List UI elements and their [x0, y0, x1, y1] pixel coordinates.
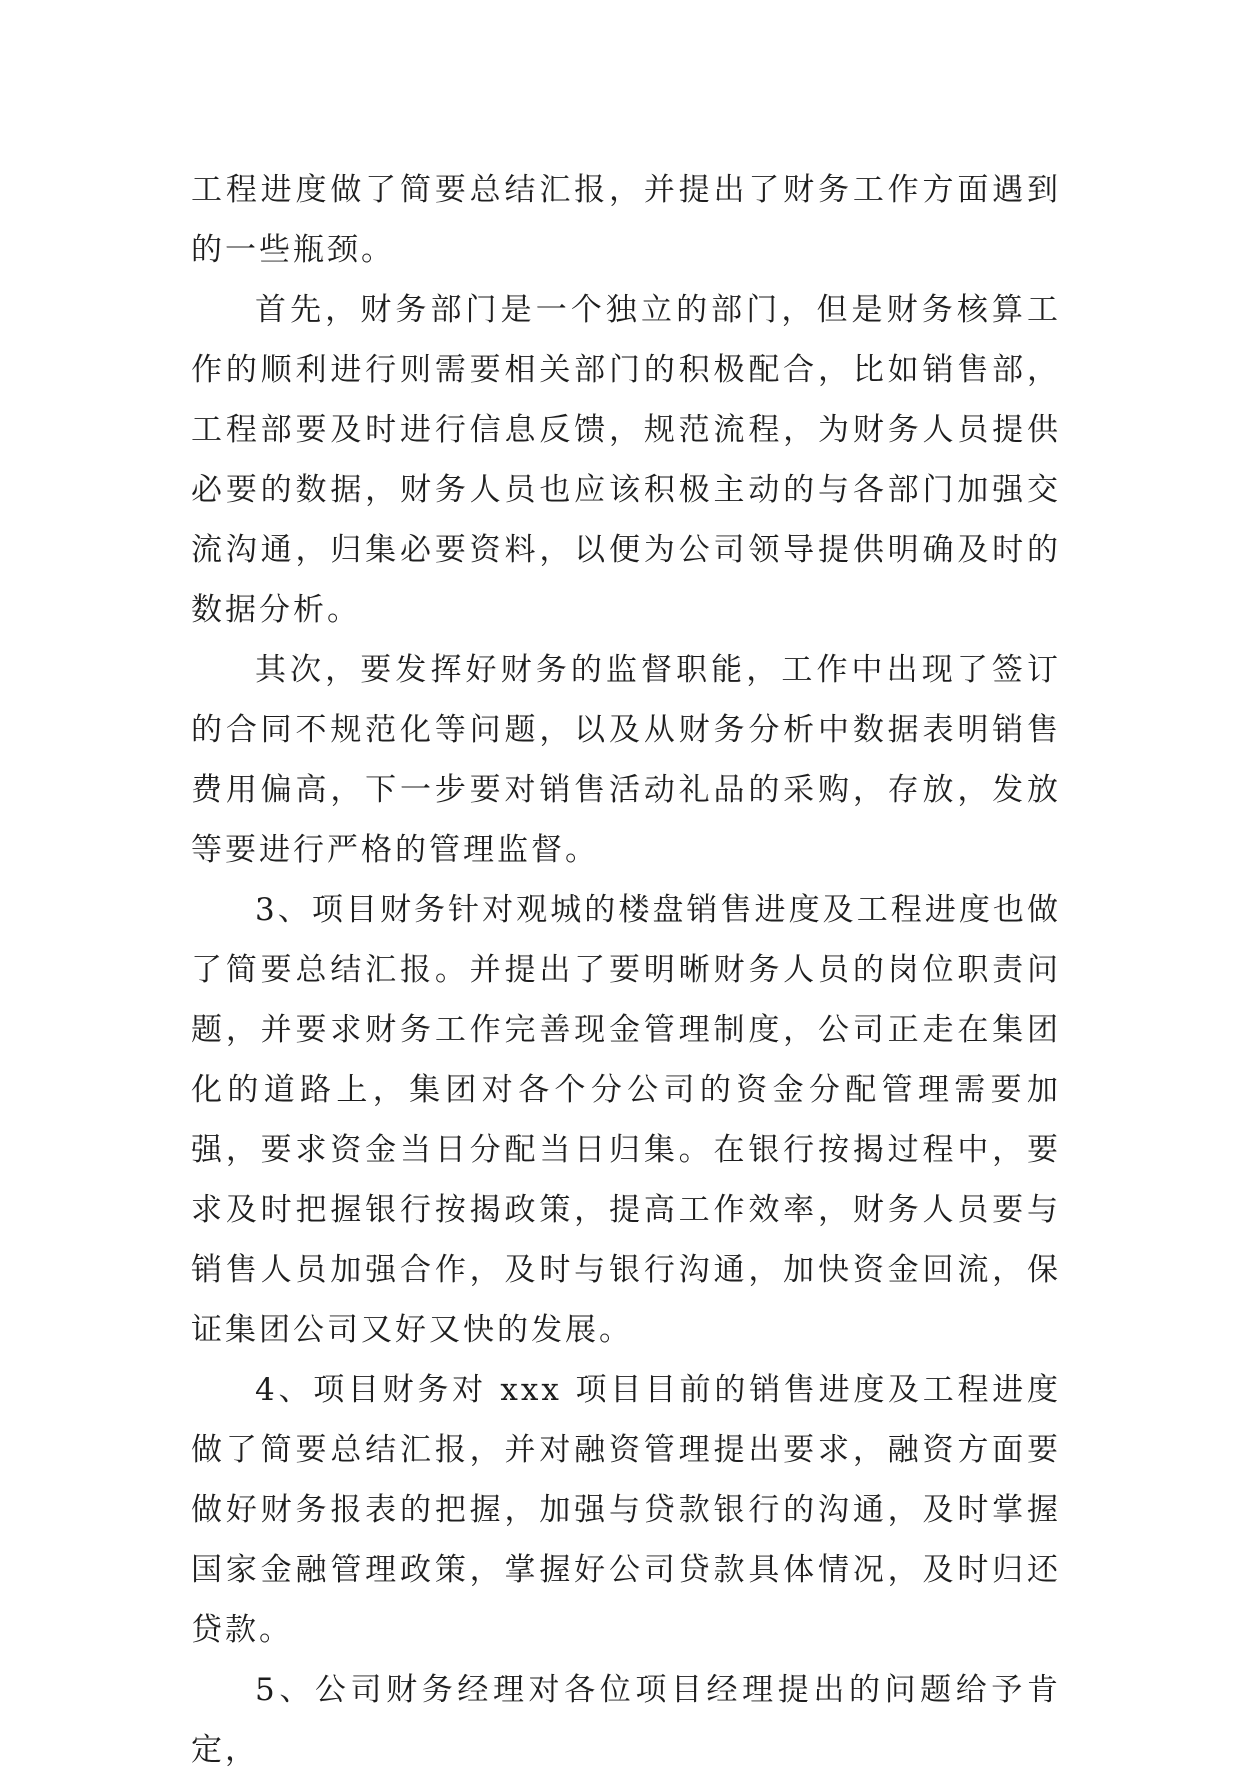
paragraph-2: 首先，财务部门是一个独立的部门，但是财务核算工作的顺利进行则需要相关部门的积极配合，比如销售部，工程部要及时进行信息反馈，规范流程，为财务人员提供必要的数据，财务人员也应该积极主动的与各部门加强交流沟通，归集必要资料，以便为公司领导提供明确及时的数据分析。 [191, 292, 1061, 628]
paragraph-3: 其次，要发挥好财务的监督职能，工作中出现了签订的合同不规范化等问题，以及从财务分析中数据表明销售费用偏高，下一步要对销售活动礼品的采购，存放，发放等要进行严格的管理监督。 [191, 652, 1061, 868]
paragraph-4: 3、项目财务针对观城的楼盘销售进度及工程进度也做了简要总结汇报。并提出了要明晰财务人员的岗位职责问题，并要求财务工作完善现金管理制度，公司正走在集团化的道路上，集团对各个分公司的资金分配管理需要加强，要求资金当日分配当日归集。在银行按揭过程中，要求及时把握银行按揭政策，提高工作效率，财务人员要与销售人员加强合作，及时与银行沟通，加快资金回流，保证集团公司又好又快的发展。 [191, 892, 1061, 1348]
paragraph-6: 5、公司财务经理对各位项目经理提出的问题给予肯定， [191, 1672, 1061, 1768]
paragraph-5: 4、项目财务对 xxx 项目目前的销售进度及工程进度做了简要总结汇报，并对融资管理提出要求，融资方面要做好财务报表的把握，加强与贷款银行的沟通，及时掌握国家金融管理政策，掌握好公司贷款具体情况，及时归还贷款。 [191, 1372, 1061, 1648]
paragraph-1: 工程进度做了简要总结汇报，并提出了财务工作方面遇到的一些瓶颈。 [191, 172, 1061, 268]
document-body [191, 160, 1061, 1780]
